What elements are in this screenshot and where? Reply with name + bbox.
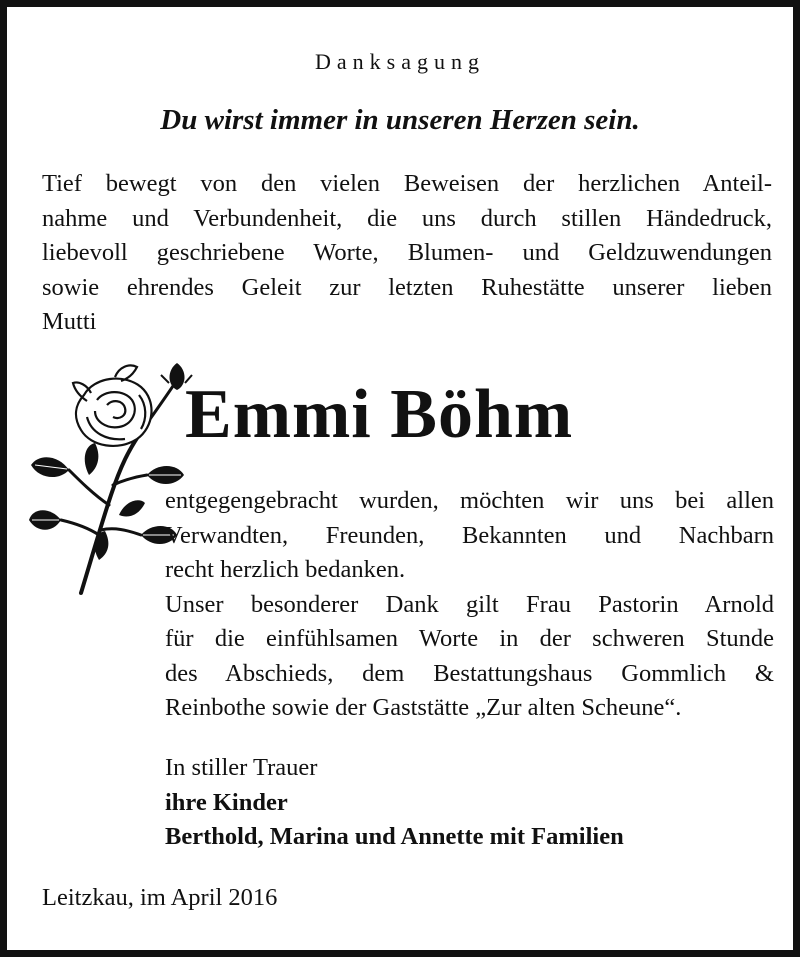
intro-line: sowie ehrendes Geleit zur letzten Ruhestätte unserer lieben — [42, 273, 772, 301]
deceased-name: Emmi Böhm — [185, 376, 574, 453]
thanks-paragraph — [165, 484, 774, 726]
notice-heading: Danksagung — [315, 49, 485, 74]
closing-line: In stiller Trauer — [165, 754, 318, 781]
place-date: Leitzkau, im April 2016 — [42, 884, 278, 911]
body-line: Verwandten, Freunden, Bekannten und Nachbarn — [165, 521, 774, 549]
intro-paragraph — [42, 167, 772, 340]
intro-line: nahme und Verbundenheit, die uns durch stillen Händedruck, — [42, 204, 772, 232]
signature-line: ihre Kinder — [165, 788, 288, 816]
closing-signature — [165, 751, 624, 855]
body-line: des Abschieds, dem Bestattungshaus Gommlich & — [165, 659, 774, 687]
intro-line: Mutti — [42, 308, 97, 335]
body-line: entgegengebracht wurden, möchten wir uns bei allen — [165, 487, 774, 514]
body-line: Unser besonderer Dank gilt Frau Pastorin Arnold — [165, 590, 774, 618]
intro-line: Tief bewegt von den vielen Beweisen der herzlichen Anteil- — [42, 170, 772, 197]
intro-line: liebevoll geschriebene Worte, Blumen- und Geldzuwendungen — [42, 239, 772, 266]
body-line: für die einfühlsamen Worte in der schweren Stunde — [165, 625, 774, 652]
body-line: Reinbothe sowie der Gaststätte „Zur alten Scheune“. — [165, 694, 682, 721]
signature-line: Berthold, Marina und Annette mit Familien — [165, 823, 624, 850]
body-line: recht herzlich bedanken. — [165, 556, 406, 583]
notice-motto: Du wirst immer in unseren Herzen sein. — [160, 104, 640, 136]
